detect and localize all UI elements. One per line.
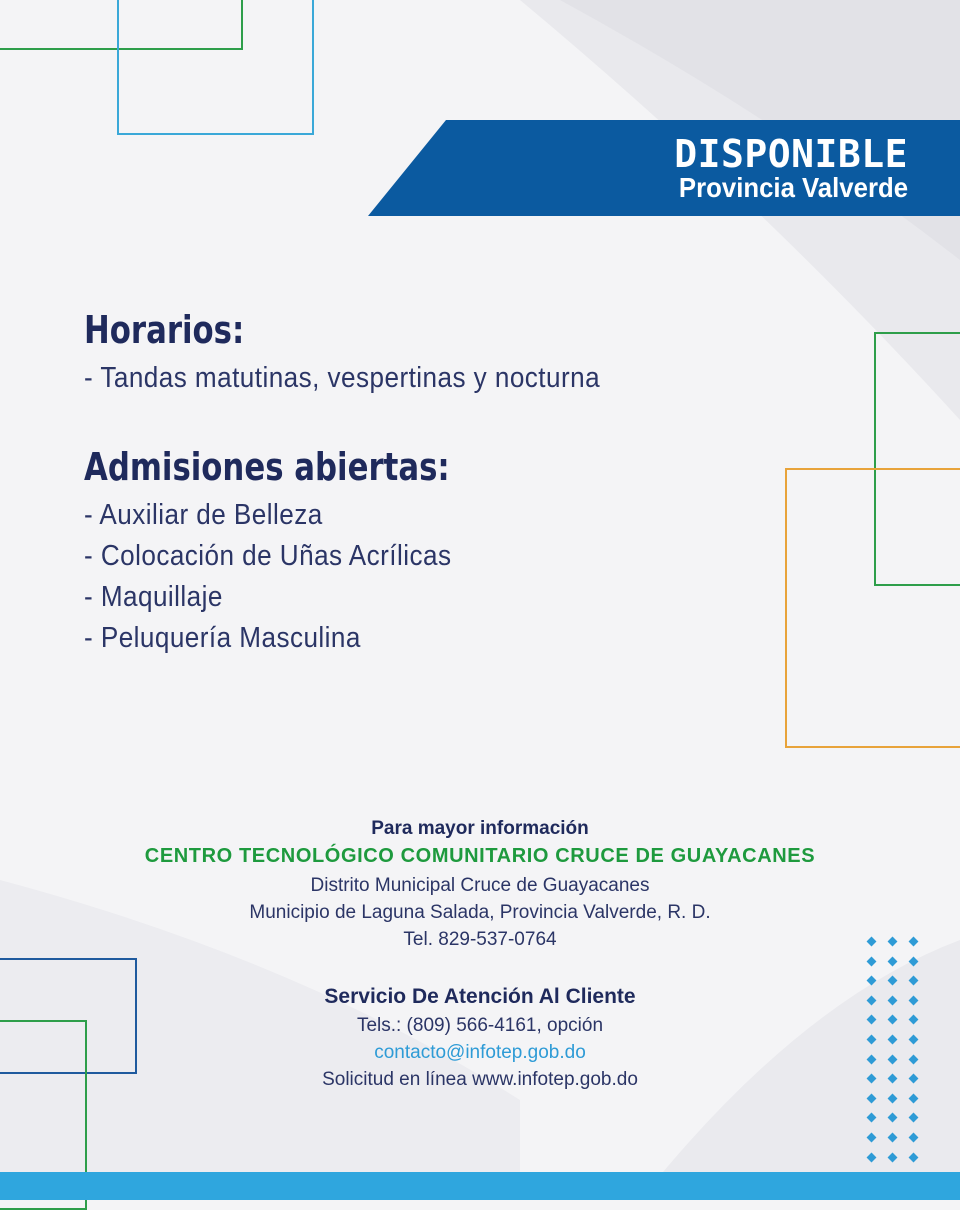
- dot-icon: [867, 1074, 877, 1084]
- dot-icon: [867, 1054, 877, 1064]
- dot-icon: [867, 1035, 877, 1045]
- dot-icon: [909, 1152, 919, 1162]
- dot-icon: [909, 1054, 919, 1064]
- admisiones-item: - Colocación de Uñas Acrílicas: [84, 540, 452, 572]
- dot-icon: [867, 976, 877, 986]
- service-phones: Tels.: (809) 566-4161, opción: [356, 1015, 604, 1036]
- email-link[interactable]: contacto@infotep.gob.do: [374, 1042, 586, 1063]
- address-line-2: Municipio de Laguna Salada, Provincia Valverde, R. D.: [249, 902, 711, 923]
- center-name: CENTRO TECNOLÓGICO COMUNITARIO CRUCE DE GUAYACANES: [144, 845, 816, 867]
- dot-icon: [909, 976, 919, 986]
- dot-icon: [888, 1133, 898, 1143]
- dot-icon: [909, 1133, 919, 1143]
- dot-icon: [888, 937, 898, 947]
- dot-icon: [888, 956, 898, 966]
- dot-icon: [867, 937, 877, 947]
- dot-icon: [867, 1152, 877, 1162]
- dot-icon: [909, 1035, 919, 1045]
- admisiones-item: - Peluquería Masculina: [84, 622, 361, 654]
- phone-number: Tel. 829-537-0764: [403, 929, 557, 950]
- dot-icon: [867, 995, 877, 1005]
- decorative-dot-grid: [868, 938, 928, 1168]
- horarios-heading: Horarios:: [84, 308, 245, 352]
- decorative-frame-lightblue-top: [117, 0, 314, 135]
- banner-title: DISPONIBLE: [674, 132, 908, 176]
- dot-icon: [867, 1015, 877, 1025]
- dot-icon: [867, 956, 877, 966]
- dot-icon: [888, 995, 898, 1005]
- dot-icon: [888, 1113, 898, 1123]
- horarios-item: - Tandas matutinas, vespertinas y nocturna: [84, 362, 601, 394]
- bottom-accent-bar: [0, 1172, 960, 1200]
- info-intro: Para mayor información: [371, 818, 589, 839]
- dot-icon: [888, 1093, 898, 1103]
- address-line-1: Distrito Municipal Cruce de Guayacanes: [310, 875, 650, 896]
- dot-icon: [888, 1152, 898, 1162]
- dot-icon: [909, 1074, 919, 1084]
- dot-icon: [867, 1133, 877, 1143]
- dot-icon: [909, 1093, 919, 1103]
- dot-icon: [909, 995, 919, 1005]
- admisiones-heading: Admisiones abiertas:: [84, 445, 450, 489]
- dot-icon: [909, 956, 919, 966]
- admisiones-item: - Maquillaje: [84, 581, 223, 613]
- decorative-frame-orange-right: [785, 468, 960, 748]
- dot-icon: [909, 1113, 919, 1123]
- dot-icon: [888, 1015, 898, 1025]
- online-request-link[interactable]: Solicitud en línea www.infotep.gob.do: [322, 1069, 638, 1090]
- admisiones-item: - Auxiliar de Belleza: [84, 499, 323, 531]
- dot-icon: [867, 1093, 877, 1103]
- banner-subtitle: Provincia Valverde: [678, 172, 908, 203]
- dot-icon: [909, 1015, 919, 1025]
- dot-icon: [888, 1074, 898, 1084]
- dot-icon: [909, 937, 919, 947]
- dot-icon: [867, 1113, 877, 1123]
- service-heading: Servicio De Atención Al Cliente: [324, 985, 636, 1008]
- dot-icon: [888, 1035, 898, 1045]
- dot-icon: [888, 976, 898, 986]
- dot-icon: [888, 1054, 898, 1064]
